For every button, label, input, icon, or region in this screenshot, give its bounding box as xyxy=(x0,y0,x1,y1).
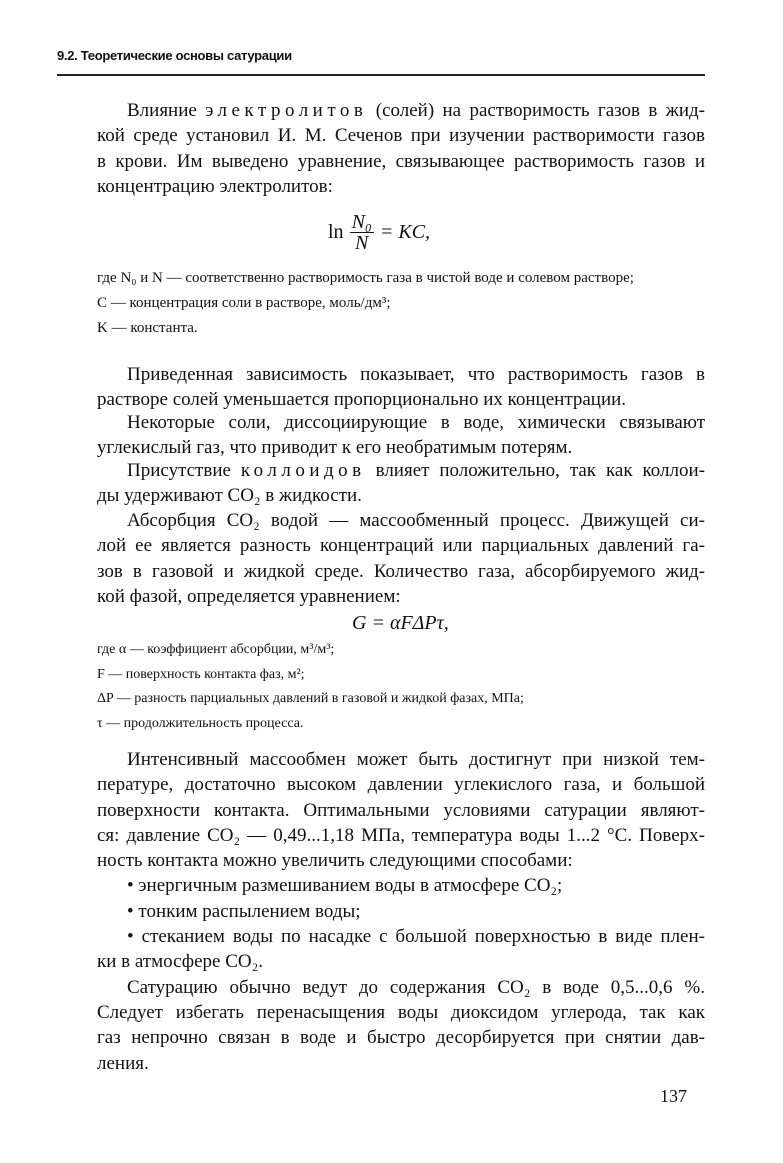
paragraph-colloids xyxy=(97,458,705,509)
paragraph-salts xyxy=(97,410,705,461)
text-line: Присутствие коллоидов влияет положительно, так как коллои- xyxy=(127,460,705,481)
text-line: лой ее является разность концентраций или парциальных давлений га- xyxy=(97,535,705,557)
sechenov-equation: ln $\frac{\text{N₀}}{N}$ = KC, xyxy=(328,211,431,254)
text-line: Влияние электролитов (солей) на растворимость газов в жид- xyxy=(127,100,705,121)
text-line: пературе, достаточно высоком давлении углекислого газа, и большой xyxy=(97,774,705,796)
paragraph-electrolytes xyxy=(97,98,705,199)
text-line: газ непрочно связан в воде и быстро десорбируется при снятии дав- xyxy=(97,1027,705,1049)
definition-line: K — константа. xyxy=(97,320,198,336)
paragraph-absorption xyxy=(97,508,705,609)
text-line: растворе солей уменьшается пропорционально их концентрации. xyxy=(97,389,627,411)
absorption-equation: G = αFΔPτ, xyxy=(352,612,449,634)
definition-line: где N₀ и N — соответственно растворимость газа в чистой воде и солевом растворе; xyxy=(97,270,634,286)
text-line: зов в газовой и жидкой среде. Количество газа, абсорбируемого жид- xyxy=(97,560,705,582)
text-line: Следует избегать перенасыщения воды диоксидом углерода, так как xyxy=(97,1001,705,1023)
text-line: Абсорбция CO₂ водой — массообменный процесс. Движущей си- xyxy=(127,510,705,531)
definition-line: ΔP — разность парциальных давлений в газовой и жидкой фазах, МПа; xyxy=(97,691,524,706)
text-line: кой среде установил И. М. Сеченов при изучении растворимости газов xyxy=(97,125,705,147)
text-line: Приведенная зависимость показывает, что растворимость газов в xyxy=(127,364,705,385)
text-line: Некоторые соли, диссоциирующие в воде, химически связывают xyxy=(127,412,705,433)
definitions-2 xyxy=(97,638,705,736)
header-rule xyxy=(57,74,705,76)
definition-line: C — концентрация соли в растворе, моль/дм³; xyxy=(97,295,391,311)
paragraph-mass-transfer xyxy=(97,747,705,1076)
text-line: Сатурацию обычно ведут до содержания CO₂ в воде 0,5...0,6 %. xyxy=(127,976,705,998)
paragraph-dependence xyxy=(97,362,705,413)
bullet-item: • энергичным размешиванием воды в атмосфере CO₂; xyxy=(127,875,563,897)
text-line: Интенсивный массообмен может быть достигнут при низкой тем- xyxy=(127,749,705,770)
text-line: ления. xyxy=(97,1052,149,1074)
bullet-item-continuation: ки в атмосфере CO₂. xyxy=(97,951,263,973)
text-line: ды удерживают CO₂ в жидкости. xyxy=(97,485,362,507)
definition-line: F — поверхность контакта фаз, м²; xyxy=(97,666,305,682)
text-line: поверхности контакта. Оптимальными условиями сатурации являют- xyxy=(97,799,705,821)
text-line: углекислый газ, что приводит к его необратимым потерям. xyxy=(97,437,573,459)
definition-line: где α — коэффициент абсорбции, м³/м³; xyxy=(97,642,335,657)
bullet-item: • стеканием воды по насадке с большой поверхностью в виде плен- xyxy=(127,926,705,948)
definition-line: τ — продолжительность процесса. xyxy=(97,715,304,731)
text-line: кой фазой, определяется уравнением: xyxy=(97,585,401,607)
page-number: 137 xyxy=(660,1086,687,1106)
running-header: 9.2. Теоретические основы сатурации xyxy=(57,48,292,63)
text-line: концентрацию электролитов: xyxy=(97,175,333,197)
definitions-1 xyxy=(97,266,705,341)
bullet-item: • тонким распылением воды; xyxy=(127,900,361,922)
text-line: ность контакта можно увеличить следующими способами: xyxy=(97,850,573,872)
text-line: ся: давление CO₂ — 0,49...1,18 МПа, температура воды 1...2 °С. Поверх- xyxy=(97,824,705,846)
text-line: в крови. Им выведено уравнение, связывающее растворимость газов и xyxy=(97,150,705,172)
